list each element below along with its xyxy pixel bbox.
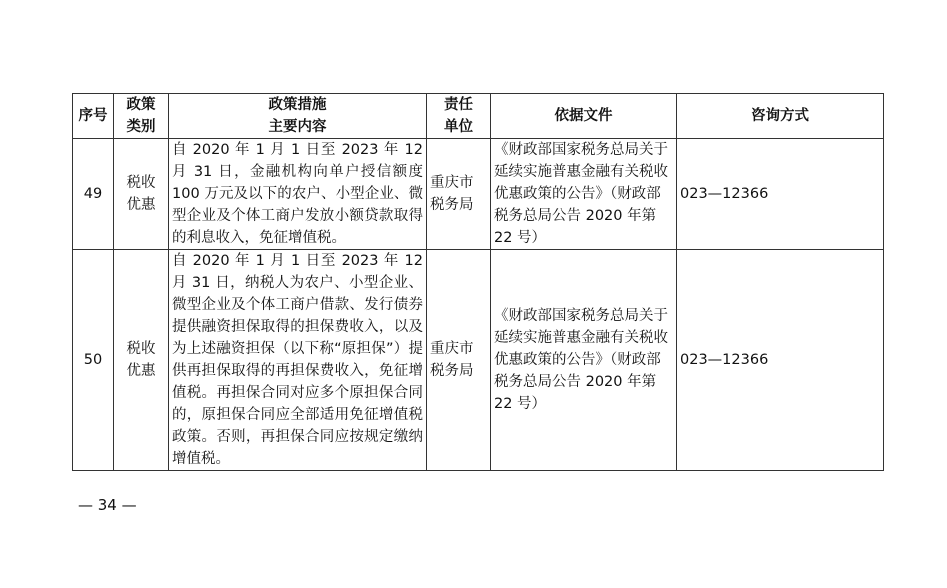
header-doc: 依据文件 [491, 94, 677, 139]
table-row [73, 139, 884, 250]
row-doc: 《财政部国家税务总局关于延续实施普惠金融有关税收优惠政策的公告》（财政部 税务总局公告 2020 年第 22 号） [491, 139, 677, 250]
header-category [114, 94, 169, 139]
header-content-line1: 政策措施 [268, 97, 327, 113]
header-unit-line2: 单位 [444, 119, 473, 135]
table-header [73, 94, 884, 139]
header-content-line2: 主要内容 [268, 119, 327, 135]
row-doc: 《财政部国家税务总局关于延续实施普惠金融有关税收优惠政策的公告》（财政部 税务总局公告 2020 年第 22 号） [491, 250, 677, 471]
header-unit [427, 94, 491, 139]
row-no: 49 [73, 139, 114, 250]
header-category-line1: 政策 [126, 97, 156, 113]
table-body [73, 139, 884, 471]
policy-table [72, 93, 884, 471]
row-unit: 重庆市税务局 [427, 139, 491, 250]
row-content: 自 2020 年 1 月 1 日至 2023 年 12 月 31 日，金融机构向单户授信额度 100 万元及以下的农户、小型企业、微型企业及个体工商户发放小额贷款取得的利息收入，免征增值税。 [169, 139, 427, 250]
row-contact: 023—12366 [677, 250, 884, 471]
row-category-line2: 优惠 [126, 363, 156, 379]
row-category-line1: 税收 [126, 341, 156, 357]
row-contact: 023—12366 [677, 139, 884, 250]
header-unit-line1: 责任 [444, 97, 473, 113]
header-category-line2: 类别 [126, 119, 156, 135]
row-category-line1: 税收 [126, 175, 156, 191]
row-unit: 重庆市税务局 [427, 250, 491, 471]
page-number: — 34 — [78, 496, 137, 514]
header-contact: 咨询方式 [677, 94, 884, 139]
header-row [73, 94, 884, 139]
row-category [114, 139, 169, 250]
row-no: 50 [73, 250, 114, 471]
row-category-line2: 优惠 [126, 197, 156, 213]
header-no: 序号 [73, 94, 114, 139]
header-content [169, 94, 427, 139]
row-category [114, 250, 169, 471]
table-row [73, 250, 884, 471]
row-content: 自 2020 年 1 月 1 日至 2023 年 12 月 31 日，纳税人为农户、小型企业、微型企业及个体工商户借款、发行债券提供融资担保取得的担保费收入，以及为上述融资担保（以下称“原担保”）提供再担保取得的再担保费收入，免征增值税。再担保合同对应多个原担保合同的，原担保合同应全部适用免征增值税政策。否则，再担保合同应按规定缴纳增值税。 [169, 250, 427, 471]
